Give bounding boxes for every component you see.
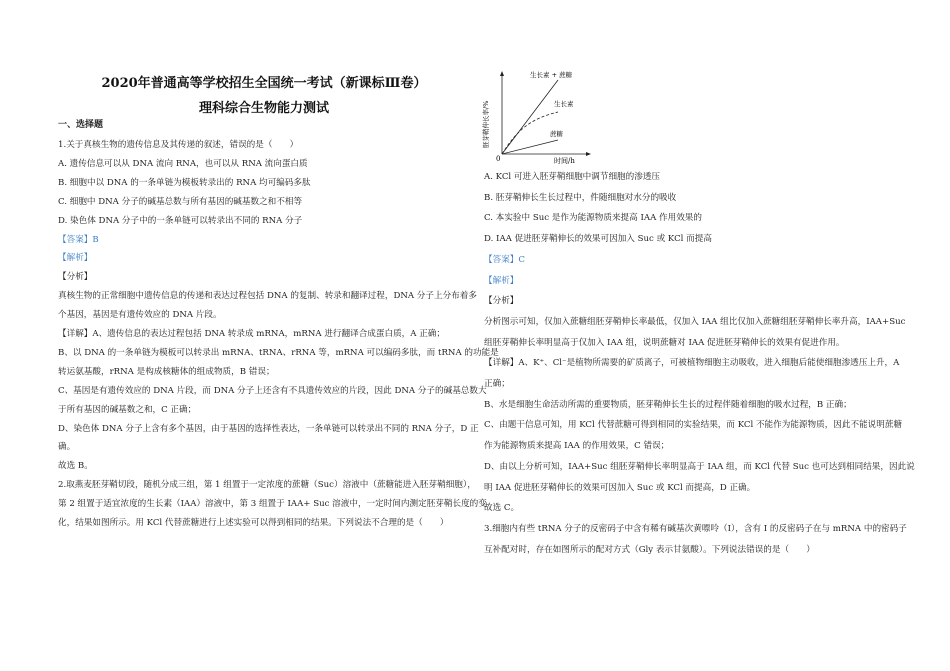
left-line: 确。	[58, 442, 76, 453]
left-line: 1.关于真核生物的遗传信息及其传递的叙述，错误的是（ ）	[58, 140, 299, 150]
right-line: 【详解】A、K⁺、Cl⁻是植物所需要的矿质离子，可被植物细胞主动吸收，进入细胞后能使细胞渗透压上升，A	[484, 358, 900, 369]
right-line: 正确；	[484, 379, 510, 389]
left-line: 于所有基因的碱基数之和，C 正确；	[58, 404, 197, 415]
document-subtitle: 理科综合生物能力测试	[198, 101, 329, 116]
left-line: 【详解】A、遗传信息的表达过程包括 DNA 转录成 mRNA，mRNA 进行翻译合成蛋白质，A 正确；	[58, 329, 445, 339]
left-line: D、染色体 DNA 分子上含有多个基因，由于基因的选择性表达，一条单链可以转录出不同的 RNA 分子，D 正	[58, 423, 479, 434]
left-line: 【解析】	[58, 253, 93, 264]
right-line: 分析图示可知，仅加入蔗糖组胚芽鞘伸长率最低，仅加入 IAA 组比仅加入蔗糖组胚芽鞘伸长率升高，IAA+Suc	[484, 316, 906, 327]
left-line: B. 细胞中以 DNA 的一条单链为模板转录出的 RNA 均可编码多肽	[58, 177, 311, 188]
y-axis-label: 胚芽鞘伸长率/%	[482, 100, 490, 148]
series-label-iaa-suc: 生长素 + 蔗糖	[530, 71, 573, 79]
right-line: 【分析】	[484, 296, 519, 307]
left-line: 化，结果如图所示。用 KCl 代替蔗糖进行上述实验可以得到相同的结果。下列说法不合理的是（ ）	[58, 518, 449, 528]
left-line: 2.取燕麦胚芽鞘切段，随机分成三组，第 1 组置于一定浓度的蔗糖（Suc）溶液中（蔗糖能进入胚芽鞘细胞），	[58, 480, 476, 491]
right-line: 【答案】C	[484, 254, 525, 265]
left-line: 真核生物的正常细胞中遗传信息的传递和表达过程包括 DNA 的复制、转录和翻译过程，DNA 分子上分布着多	[58, 291, 477, 302]
left-line: 故选 B。	[58, 461, 93, 472]
right-line: D、由以上分析可知，IAA+Suc 组胚芽鞘伸长率明显高于 IAA 组，而 KCl 代替 Suc 也可达到相同结果，因此说	[484, 461, 915, 472]
series-iaa-suc	[502, 80, 558, 154]
right-line: 作为能源物质来提高 IAA 的作用效果，C 错误；	[484, 441, 670, 452]
left-line: D. 染色体 DNA 分子中的一条单链可以转录出不同的 RNA 分子	[58, 215, 303, 226]
right-line: C. 本实验中 Suc 是作为能源物质来提高 IAA 作用效果的	[484, 213, 702, 224]
document-title: 2020年普通高等学校招生全国统一考试（新课标Ⅲ卷）	[101, 76, 427, 91]
right-line: B、水是细胞生命活动所需的重要物质，胚芽鞘伸长生长的过程伴随着细胞的吸水过程，B 正确；	[484, 399, 852, 410]
right-line: D. IAA 促进胚芽鞘伸长的效果可因加入 Suc 或 KCl 而提高	[484, 234, 712, 245]
left-line: B、以 DNA 的一条单链为模板可以转录出 mRNA、tRNA、rRNA 等，mRNA 可以编码多肽，而 tRNA 的功能是	[58, 347, 499, 358]
left-line: C. 细胞中 DNA 分子的碱基总数与所有基因的碱基数之和不相等	[58, 196, 303, 207]
growth-figure	[478, 68, 628, 168]
series-suc	[502, 140, 558, 154]
left-line: A. 遗传信息可以从 DNA 流向 RNA，也可以从 RNA 流向蛋白质	[58, 158, 308, 169]
left-line: 转运氨基酸，rRNA 是构成核糖体的组成物质，B 错误；	[58, 366, 275, 377]
right-line: C、由题干信息可知，用 KCl 代替蔗糖可得到相同的实验结果，而 KCl 不能作为能源物质，因此不能说明蔗糖	[484, 420, 903, 431]
right-line: 3.细胞内有些 tRNA 分子的反密码子中含有稀有碱基次黄嘌呤（I），含有 I 的反密码子在与 mRNA 中的密码子	[484, 523, 907, 534]
right-line: B. 胚芽鞘伸长生长过程中，件随细胞对水分的吸收	[484, 192, 677, 203]
left-line: 【分析】	[58, 272, 93, 283]
left-line: 【答案】B	[58, 234, 99, 245]
section-heading: 一、选择题	[58, 120, 104, 130]
series-label-iaa: 生长素	[554, 100, 574, 108]
origin-label: 0	[496, 155, 501, 163]
left-line: 个基因，基因是有遗传效应的 DNA 片段。	[58, 310, 222, 321]
right-line: 组胚芽鞘伸长率明显高于仅加入 IAA 组，说明蔗糖对 IAA 促进胚芽鞘伸长的效果有促进作用。	[484, 337, 845, 348]
series-label-suc: 蔗糖	[550, 130, 563, 138]
right-line: 明 IAA 促进胚芽鞘伸长的效果可因加入 Suc 或 KCl 而提高，D 正确。	[484, 482, 756, 493]
right-line: A. KCl 可进入胚芽鞘细胞中调节细胞的渗透压	[484, 172, 661, 182]
left-line: 第 2 组置于适宜浓度的生长素（IAA）溶液中，第 3 组置于 IAA+ Suc 溶液中，一定时间内测定胚芽鞘长度的变	[58, 499, 487, 510]
right-line: 故选 C。	[484, 503, 520, 514]
right-line: 【解析】	[484, 275, 519, 286]
x-axis-label: 时间/h	[554, 157, 575, 165]
left-line: C、基因是有遗传效应的 DNA 片段，而 DNA 分子上还含有不具遗传效应的片段，因此 DNA 分子的碱基总数大	[58, 385, 487, 396]
right-line: 互补配对时，存在如图所示的配对方式（Gly 表示甘氨酸）。下列说法错误的是（ ）	[484, 544, 815, 555]
